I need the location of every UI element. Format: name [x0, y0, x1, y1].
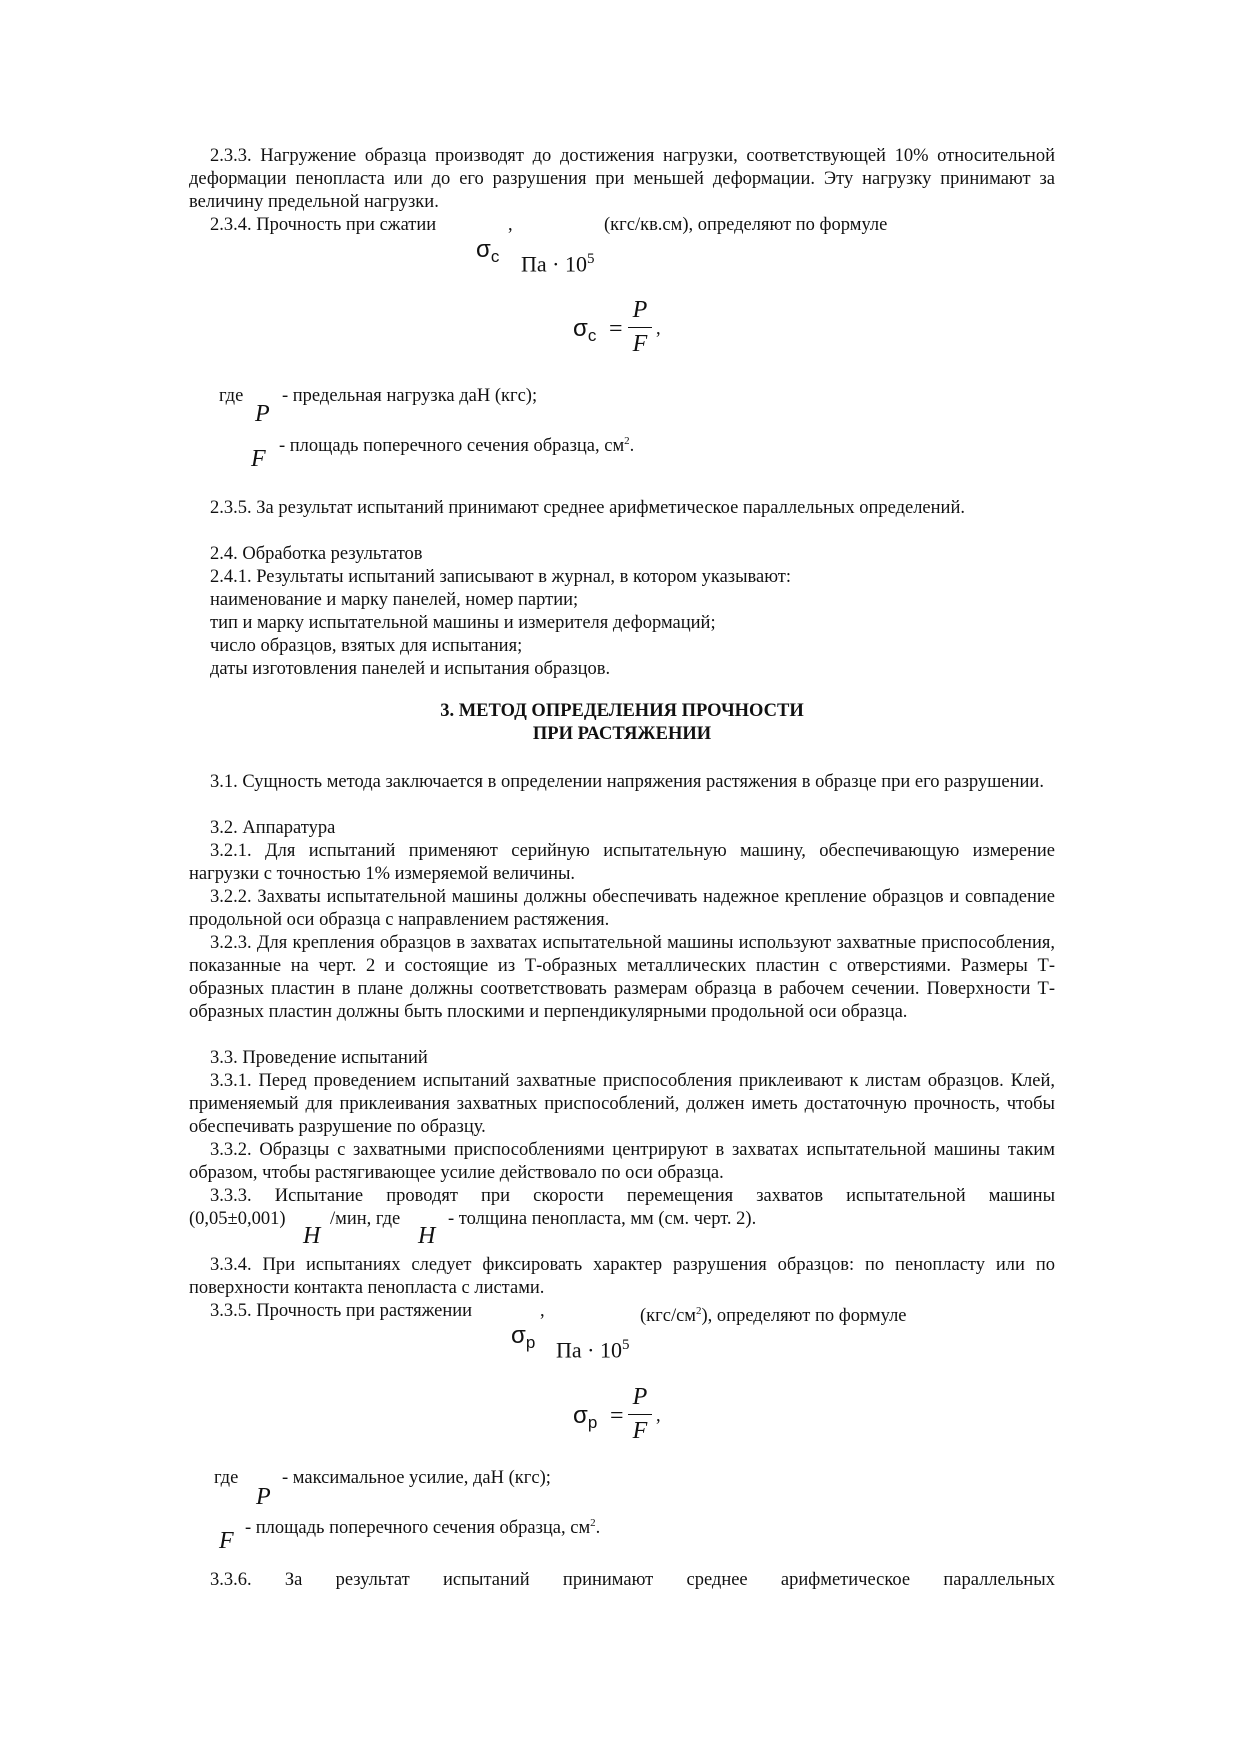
paragraph-3-2-3: 3.2.3. Для крепления образцов в захватах испытательной машины используют захватные приспособления, показанные на черт. 2 и состоящие из Т-образных металлических пластин с отверстиями. Размеры Т-образных пластин в плане должны соответствовать размерам образца в рабочем сечении. Поверхности Т-образных пластин должны быть плоскими и перпендикулярными продольной оси образца. [189, 933, 1055, 1022]
paragraph-3-3-5-comma: , [540, 1301, 545, 1321]
paragraph-2-3-4-comma: , [508, 215, 513, 235]
variable-h-1: H [303, 1223, 321, 1249]
where-label-2: где [214, 1468, 239, 1488]
sigma-p-symbol: $\sigma_р$ [511, 1322, 536, 1352]
paragraph-3-3-5-end: $(кгс/см^2)$, определяют по формуле [640, 1305, 907, 1326]
variable-h-2: H [418, 1223, 436, 1249]
unit-pa-1e5-1: Па · $10^5$ [521, 251, 595, 277]
paragraph-2-4-1: 2.4.1. Результаты испытаний записывают в журнал, в котором указывают: [210, 567, 792, 587]
unit-pa-1e5-2: Па · $10^5$ [556, 1337, 630, 1363]
fraction-p-over-f-2: P F [628, 1384, 652, 1444]
formula-compression: $\sigma_с$ = [573, 315, 623, 345]
section-heading-line-2: ПРИ РАСТЯЖЕНИИ [532, 724, 712, 744]
list-item-1: наименование и марку панелей, номер партии; [210, 590, 579, 610]
paragraph-3-1: 3.1. Сущность метода заключается в определении напряжения растяжения в образце при его разрушении. [210, 772, 1044, 792]
list-item-3: число образцов, взятых для испытания; [210, 636, 523, 656]
variable-f-2: F [219, 1528, 234, 1554]
formula-tension: $\sigma_р$ = [573, 1402, 624, 1432]
paragraph-2-3-3: 2.3.3. Нагружение образца производят до достижения нагрузки, соответствующей 10% относительной деформации пенопласта или до его разрушения при меньшей деформации. Эту нагрузку принимают за величину предельной нагрузки. [189, 146, 1055, 212]
section-heading-line-1: 3. МЕТОД ОПРЕДЕЛЕНИЯ ПРОЧНОСТИ [440, 701, 804, 721]
paragraph-3-3-6: 3.3.6. За результат испытаний принимают среднее арифметическое параллельных [210, 1570, 1055, 1590]
paragraph-3-2-2: 3.2.2. Захваты испытательной машины должны обеспечивать надежное крепление образцов и совпадение продольной оси образца с направлением растяжения. [189, 887, 1055, 930]
where-p-description-2: - максимальное усилие, даН (кгс); [282, 1468, 551, 1488]
thickness-description: - толщина пенопласта, мм (см. черт. 2). [448, 1209, 757, 1229]
fraction-p-over-f-1: P F [628, 297, 652, 357]
paragraph-2-3-4-start: 2.3.4. Прочность при сжатии [210, 215, 437, 235]
variable-p-1: P [255, 401, 270, 427]
paragraph-3-3: 3.3. Проведение испытаний [210, 1048, 428, 1068]
variable-p-2: P [256, 1484, 271, 1510]
speed-unit: /мин, где [330, 1209, 401, 1229]
where-p-description-1: - предельная нагрузка даН (кгс); [282, 386, 538, 406]
paragraph-3-2-1: 3.2.1. Для испытаний применяют серийную испытательную машину, обеспечивающую измерение нагрузки с точностью 1% измеряемой величины. [189, 841, 1055, 884]
speed-value: (0,05±0,001) [189, 1209, 286, 1229]
formula-comma-1: , [656, 319, 661, 339]
paragraph-3-3-2: 3.3.2. Образцы с захватными приспособлениями центрируют в захватах испытательной машины таким образом, чтобы растягивающее усилие действовало по оси образца. [189, 1140, 1055, 1183]
where-f-description-1: - площадь поперечного сечения образца, $см^2$. [279, 435, 635, 456]
sigma-c-symbol: $\sigma_с$ [476, 236, 500, 266]
paragraph-3-3-1: 3.3.1. Перед проведением испытаний захватные приспособления приклеивают к листам образцов. Клей, применяемый для приклеивания захватных приспособлений, должен иметь достаточную прочность, чтобы обеспечивать разрушение по образцу. [189, 1071, 1055, 1137]
list-item-2: тип и марку испытательной машины и измерителя деформаций; [210, 613, 716, 633]
paragraph-3-3-5-start: 3.3.5. Прочность при растяжении [210, 1301, 473, 1321]
paragraph-3-3-3-line-1: 3.3.3. Испытание проводят при скорости перемещения захватов испытательной машины [210, 1186, 1055, 1206]
formula-comma-2: , [656, 1406, 661, 1426]
paragraph-2-3-4-end: (кгс/кв.см), определяют по формуле [604, 215, 888, 235]
variable-f-1: F [251, 446, 266, 472]
paragraph-2-4: 2.4. Обработка результатов [210, 544, 423, 564]
paragraph-3-3-4: 3.3.4. При испытаниях следует фиксировать характер разрушения образцов: по пенопласту или по поверхности контакта пенопласта с листами. [189, 1255, 1055, 1298]
where-label-1: где [219, 386, 244, 406]
paragraph-3-2: 3.2. Аппаратура [210, 818, 336, 838]
where-f-description-2: - площадь поперечного сечения образца, $см^2$. [245, 1517, 601, 1538]
paragraph-2-3-5: 2.3.5. За результат испытаний принимают среднее арифметическое параллельных определений. [210, 498, 965, 518]
list-item-4: даты изготовления панелей и испытания образцов. [210, 659, 611, 679]
